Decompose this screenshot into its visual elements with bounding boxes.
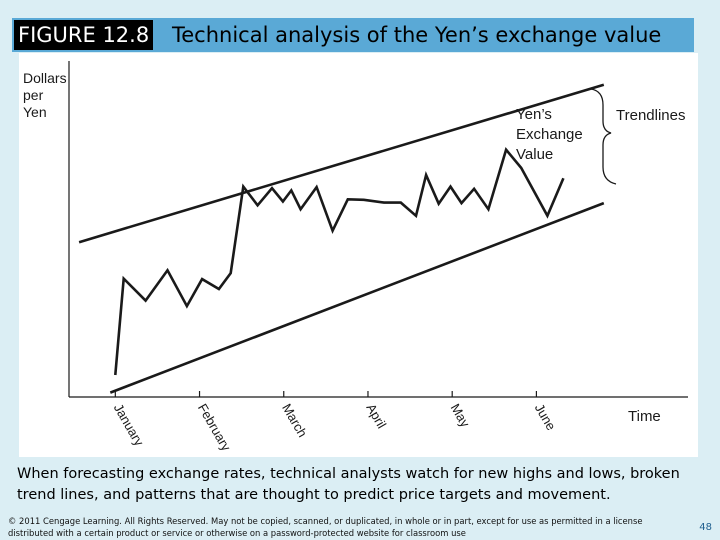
x-tick-label: May xyxy=(447,401,473,430)
series-label-line: Value xyxy=(516,146,554,163)
copyright-notice: © 2011 Cengage Learning. All Rights Reserved. May not be copied, scanned, or duplicated, in whole or in part, except for use as permitted in a license distributed with a certain product or service or otherwise on a password-protected website for classroom use xyxy=(8,516,643,538)
x-tick-label: April xyxy=(363,401,390,432)
lower-trendline xyxy=(110,203,604,393)
chart-panel xyxy=(19,53,698,457)
series-line-exchange-value xyxy=(115,150,563,375)
series-label-line: Exchange xyxy=(516,126,583,143)
x-tick-label: June xyxy=(531,401,559,433)
y-axis-label-line: per xyxy=(23,87,44,103)
x-tick-label: March xyxy=(279,401,311,440)
page-number: 48 xyxy=(699,522,712,533)
x-tick-label: February xyxy=(194,401,234,454)
y-axis-label-line: Dollars xyxy=(23,70,67,86)
chart-svg xyxy=(19,53,698,457)
trendlines-annotation: Trendlines xyxy=(616,107,686,124)
x-axis-label: Time xyxy=(628,408,661,425)
trendlines-brace xyxy=(591,89,616,184)
x-tick-label: January xyxy=(110,401,147,449)
figure-title: Technical analysis of the Yen’s exchange value xyxy=(172,23,662,47)
figure-label: FIGURE 12.8 xyxy=(14,20,153,50)
figure-caption: When forecasting exchange rates, technical analysts watch for new highs and lows, broken trend lines, and patterns that are thought to predict price targets and movement. xyxy=(17,466,680,503)
series-label-line: Yen’s xyxy=(516,106,552,123)
y-axis-label-line: Yen xyxy=(23,104,47,120)
